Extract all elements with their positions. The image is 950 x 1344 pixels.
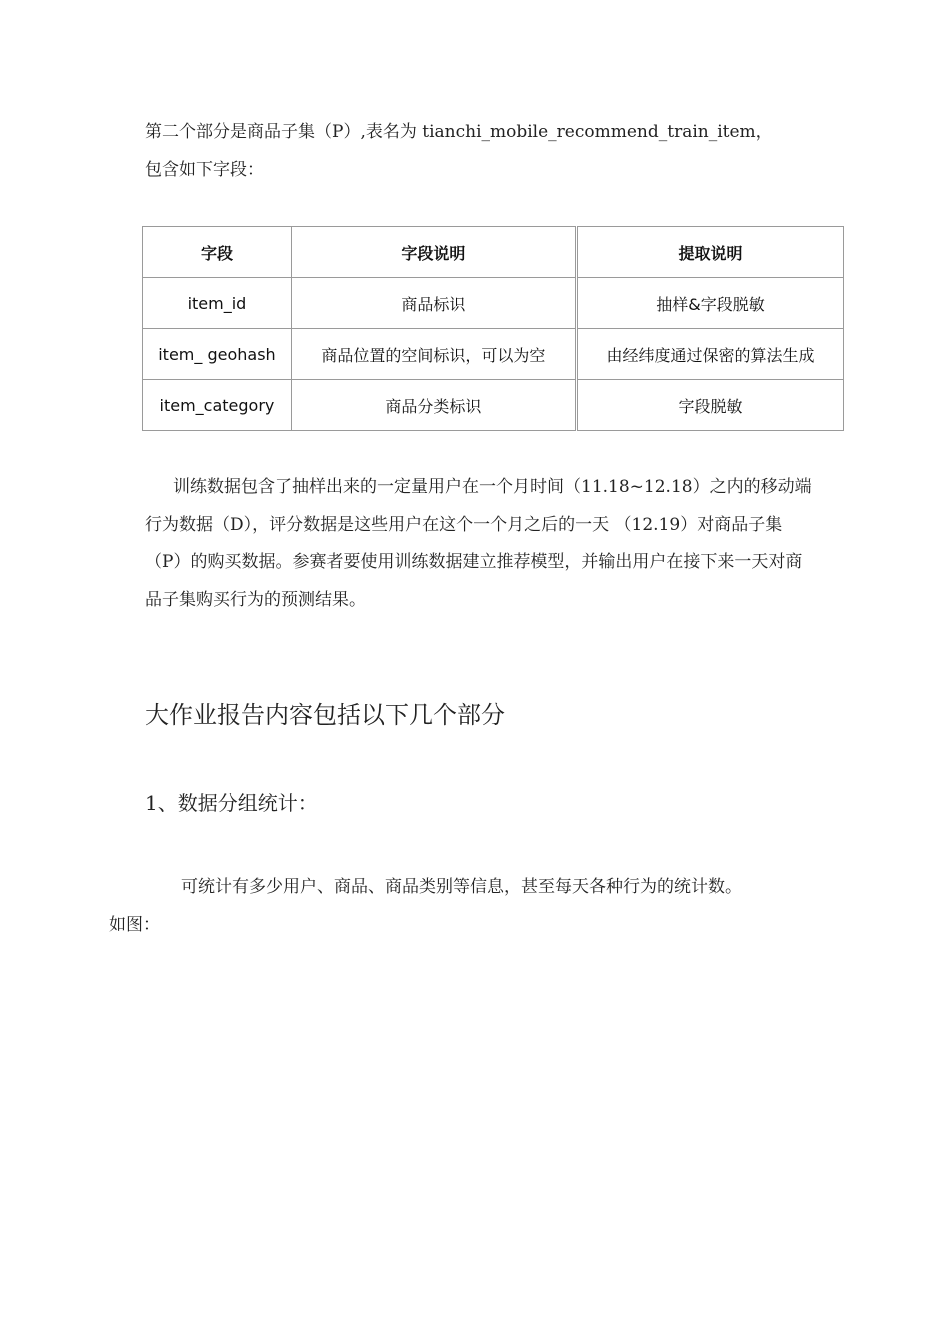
- table-cell: item_ geohash: [143, 329, 292, 380]
- column-header-description: 字段说明: [291, 227, 576, 278]
- table-cell: item_id: [143, 278, 292, 329]
- table-cell: 商品标识: [291, 278, 576, 329]
- report-heading: 大作业报告内容包括以下几个部分: [145, 701, 505, 729]
- column-header-extraction: 提取说明: [576, 227, 843, 278]
- column-header-field: 字段: [143, 227, 292, 278]
- intro-line-1: 第二个部分是商品子集（P）,表名为 tianchi_mobile_recommend_train_item，: [145, 122, 773, 142]
- intro-paragraph: [145, 113, 815, 189]
- table-row: [143, 329, 844, 380]
- table-cell: 商品分类标识: [291, 380, 576, 431]
- intro-line-2: 包含如下字段：: [145, 160, 264, 180]
- training-data-paragraph: 训练数据包含了抽样出来的一定量用户在一个月时间（11.18~12.18）之内的移动端行为数据（D），评分数据是这些用户在这个一个月之后的一天 （12.19）对商品子集（P）的购买数据。参赛者要使用训练数据建立推荐模型，并输出用户在接下来一天对商品子集购买行为的预测结果。: [145, 477, 812, 610]
- section-1-body-line-2: 如图：: [109, 915, 160, 935]
- table-header-row: [143, 227, 844, 278]
- table-cell: item_category: [143, 380, 292, 431]
- table-cell: 由经纬度通过保密的算法生成: [576, 329, 843, 380]
- table-cell: 字段脱敏: [576, 380, 843, 431]
- field-table: [142, 226, 844, 431]
- table-row: [143, 278, 844, 329]
- table-cell: 抽样&字段脱敏: [576, 278, 843, 329]
- section-1-title: 1、数据分组统计：: [145, 791, 318, 815]
- section-1-body: [109, 868, 815, 944]
- table-cell: 商品位置的空间标识，可以为空: [291, 329, 576, 380]
- table-row: [143, 380, 844, 431]
- section-1-body-line-1: 可统计有多少用户、商品、商品类别等信息，甚至每天各种行为的统计数。: [181, 877, 742, 897]
